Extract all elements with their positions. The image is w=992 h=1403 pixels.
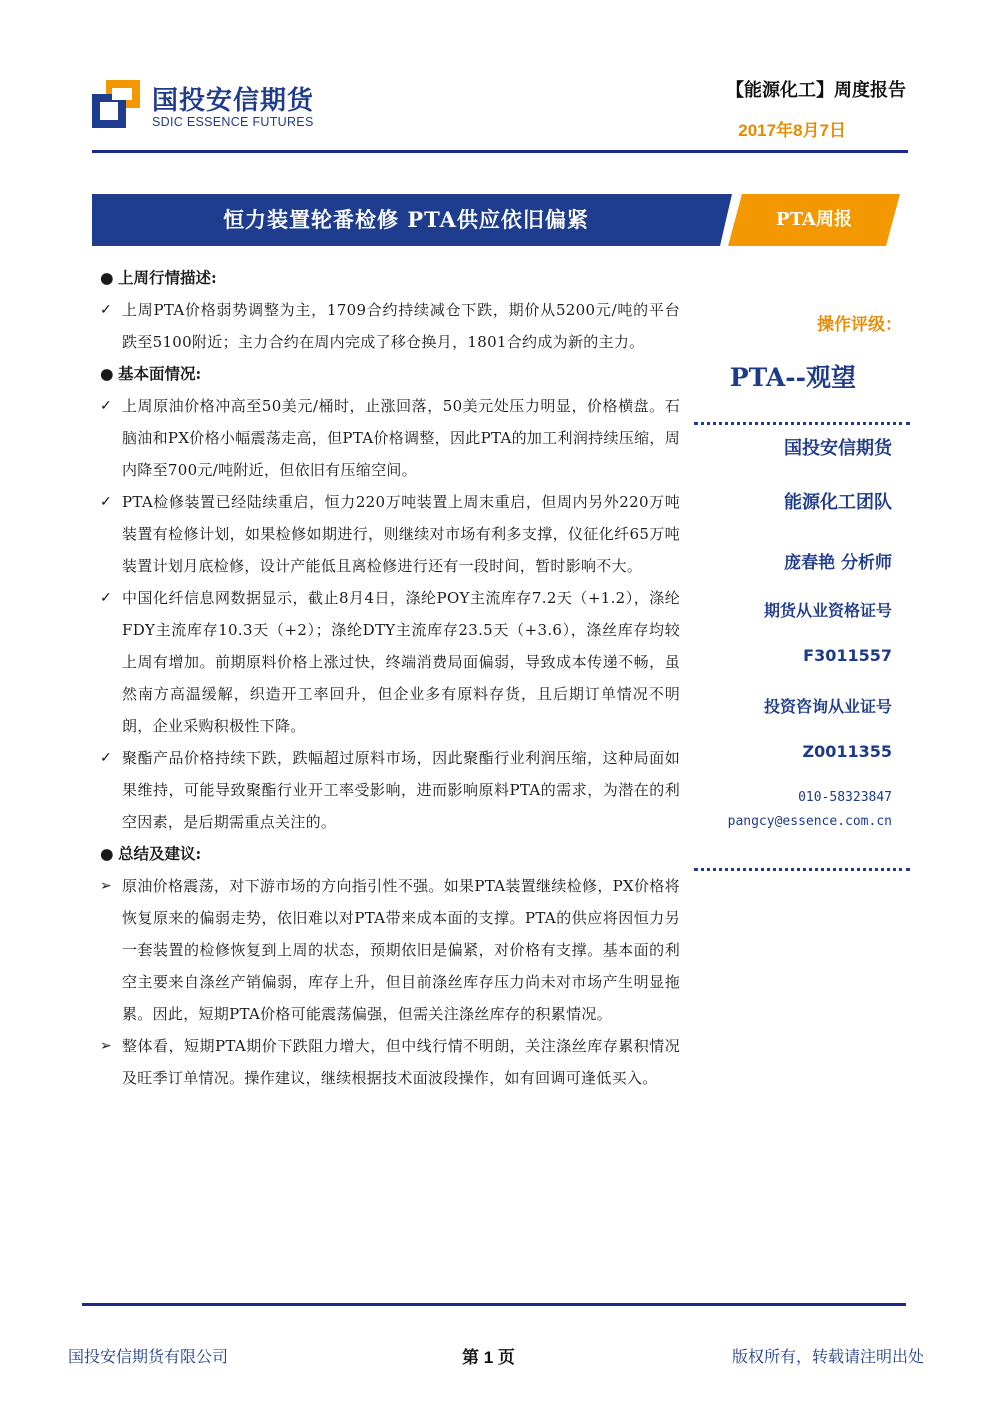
sidebar-email[interactable]: pangcy@essence.com.cn bbox=[727, 814, 892, 829]
logo-chinese-name: 国投安信期货 bbox=[152, 86, 315, 116]
list-item-text: 中国化纤信息网数据显示，截止8月4日，涤纶POY主流库存7.2天（+1.2），涤纶FDY主流库存10.3天（+2）；涤纶DTY主流库存23.5天（+3.6），涤丝库存均较上周有增加。前期原料价格上涨过快，终端消费局面偏弱，导致成本传递不畅，虽然南方高温缓解，织造开工率回升，但企业多有原料存货，且后期订单情况不明朗，企业采购积极性下降。 bbox=[122, 589, 680, 735]
sidebar-company: 国投安信期货 bbox=[784, 438, 892, 459]
check-mark-icon: ✓ bbox=[100, 398, 112, 414]
sidebar-bottom-divider bbox=[694, 868, 910, 871]
check-mark-icon: ✓ bbox=[100, 494, 112, 510]
check-mark-icon: ✓ bbox=[100, 302, 112, 318]
right-arrow-icon: ➢ bbox=[100, 878, 112, 894]
check-mark-icon: ✓ bbox=[100, 590, 112, 606]
section-heading-text: 上周行情描述: bbox=[118, 268, 217, 287]
list-item-text: 整体看，短期PTA期价下跌阻力增大，但中线行情不明朗，关注涤丝库存累积情况及旺季订单情况。操作建议，继续根据技术面波段操作，如有回调可逢低买入。 bbox=[122, 1037, 680, 1087]
logo-english-name: SDIC ESSENCE FUTURES bbox=[152, 115, 314, 129]
black-circle-icon: ● bbox=[100, 844, 114, 863]
list-item bbox=[100, 742, 680, 838]
footer-copyright: 版权所有，转载请注明出处 bbox=[731, 1347, 924, 1366]
sidebar-analyst: 庞春艳 分析师 bbox=[784, 553, 892, 573]
sidebar-team: 能源化工团队 bbox=[784, 492, 892, 513]
sidebar-phone: 010-58323847 bbox=[798, 790, 892, 805]
section-heading-text: 总结及建议: bbox=[118, 844, 202, 863]
title-banner bbox=[92, 194, 908, 246]
footer-company: 国投安信期货有限公司 bbox=[68, 1347, 229, 1366]
black-circle-icon: ● bbox=[100, 268, 114, 287]
invest-cert-number: Z0011355 bbox=[802, 742, 892, 761]
sidebar-top-divider bbox=[694, 422, 910, 425]
list-item bbox=[100, 390, 680, 486]
list-item-text: 原油价格震荡，对下游市场的方向指引性不强。如果PTA装置继续检修，PX价格将恢复原来的偏弱走势，依旧难以对PTA带来成本面的支撑。PTA的供应将因恒力另一套装置的检修恢复到上周的状态，预期依旧是偏紧，对价格有支撑。基本面的利空主要来自涤丝产销偏弱，库存上升，但目前涤丝库存压力尚未对市场产生明显拖累。因此，短期PTA价格可能震荡偏强，但需关注涤丝库存的积累情况。 bbox=[122, 877, 680, 1023]
list-item-text: PTA检修装置已经陆续重启，恒力220万吨装置上周末重启，但周内另外220万吨装置有检修计划，如果检修如期进行，则继续对市场有利多支撑，仪征化纤65万吨装置计划月底检修，设计产能低且离检修进行还有一段时间，暂时影响不大。 bbox=[122, 493, 680, 575]
list-item bbox=[100, 1030, 680, 1094]
report-category: 【能源化工】周度报告 bbox=[726, 80, 906, 101]
analyst-sidebar bbox=[694, 296, 910, 896]
list-item bbox=[100, 294, 680, 358]
company-logo bbox=[92, 78, 332, 138]
header-divider bbox=[92, 150, 908, 153]
section-heading bbox=[100, 838, 680, 870]
report-date: 2017年8月7日 bbox=[738, 121, 846, 140]
section-heading bbox=[100, 358, 680, 390]
section-heading-text: 基本面情况: bbox=[118, 364, 202, 383]
list-item bbox=[100, 582, 680, 742]
report-title: 恒力装置轮番检修 PTA供应依旧偏紧 bbox=[223, 207, 589, 232]
report-body bbox=[100, 262, 680, 1094]
section-heading bbox=[100, 262, 680, 294]
rating-value: PTA--观望 bbox=[729, 363, 856, 392]
invest-cert-label: 投资咨询从业证号 bbox=[763, 697, 892, 716]
futures-cert-label: 期货从业资格证号 bbox=[763, 601, 892, 620]
rating-label: 操作评级： bbox=[817, 315, 902, 335]
list-item-text: 上周PTA价格弱势调整为主，1709合约持续减仓下跌，期价从5200元/吨的平台跌至5100附近；主力合约在周内完成了移仓换月，1801合约成为新的主力。 bbox=[122, 301, 680, 351]
page-number: 第 1 页 bbox=[462, 1348, 515, 1367]
check-mark-icon: ✓ bbox=[100, 750, 112, 766]
report-tag: PTA周报 bbox=[776, 209, 852, 230]
logo-mark-icon bbox=[92, 80, 140, 128]
list-item bbox=[100, 486, 680, 582]
right-arrow-icon: ➢ bbox=[100, 1038, 112, 1054]
list-item bbox=[100, 870, 680, 1030]
footer-divider bbox=[82, 1303, 906, 1306]
list-item-text: 上周原油价格冲高至50美元/桶时，止涨回落，50美元处压力明显，价格横盘。石脑油和PX价格小幅震荡走高，但PTA价格调整，因此PTA的加工利润持续压缩，周内降至700元/吨附近，但依旧有压缩空间。 bbox=[122, 397, 680, 479]
futures-cert-number: F3011557 bbox=[803, 646, 892, 665]
black-circle-icon: ● bbox=[100, 364, 114, 383]
list-item-text: 聚酯产品价格持续下跌，跌幅超过原料市场，因此聚酯行业利润压缩，这种局面如果维持，可能导致聚酯行业开工率受影响，进而影响原料PTA的需求，为潜在的利空因素，是后期需重点关注的。 bbox=[122, 749, 680, 831]
